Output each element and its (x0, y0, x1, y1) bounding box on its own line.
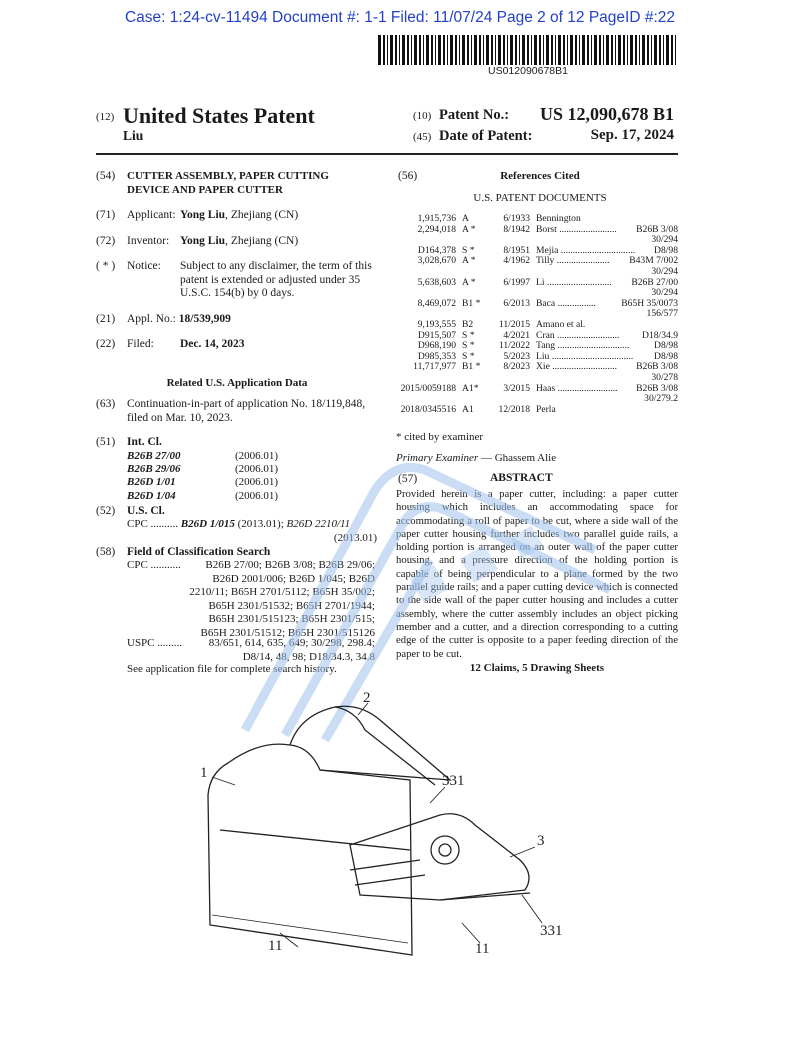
applicant-value (180, 209, 298, 223)
barcode-bar (594, 35, 597, 65)
continuation-line: filed on Mar. 10, 2023. (127, 411, 233, 424)
abstract-text: Provided herein is a paper cutter, including: a paper cutter housing which includes an accommodating space for accommodating a roll of paper to be cut, where a side wall of the paper cutter housing further includes two parallel guide rails, a holding portion is arranged on an outer wall of the paper cutter housing, and a pressure direction of the holding portion is capable of being perpendicular to a plane formed by the two parallel guide rails; and a paper cutting device which is connected to the side wall of the paper cutter housing and includes a cutter assembly, where the cutter assembly includes an object picking member and a cutter, and a direction corresponding to a cutting edge of the cutter is opposite to a paper feeding direction of the paper to be cut. (396, 488, 678, 660)
barcode-bar (546, 35, 549, 65)
reference-class-secondary: 30/279.2 (644, 393, 678, 405)
reference-row (396, 256, 678, 267)
patent-number-label: Patent No.: (439, 107, 510, 123)
field-search-uspc-line: 83/651, 614, 635, 649; 30/298, 298.4; (208, 637, 375, 649)
top-cap-outline (290, 706, 450, 780)
reference-class-secondary: 30/294 (651, 234, 678, 246)
reference-name: Haas ......................... (536, 382, 618, 394)
reference-date: 8/1942 (503, 223, 530, 235)
barcode-bar (647, 35, 649, 65)
housing-shade-line (212, 915, 408, 943)
barcode-bar (431, 35, 433, 65)
intcl-year: (2006.01) (235, 476, 279, 489)
title-code: (54) (96, 170, 116, 182)
leader-line-1 (212, 777, 235, 785)
barcode-bar (402, 35, 405, 65)
barcode-bar (443, 35, 445, 65)
reference-date: 5/2023 (503, 350, 530, 362)
notice-line: patent is extended or adjusted under 35 (180, 273, 361, 286)
barcode-bar (623, 35, 625, 65)
filed-code: (22) (96, 338, 116, 350)
cutter-arm-outline (350, 814, 529, 900)
intcl-year: (2006.01) (235, 450, 279, 462)
filed-date: Dec. 14, 2023 (180, 338, 245, 350)
related-heading: Related U.S. Application Data (166, 377, 308, 389)
intcl-row (127, 450, 278, 463)
reference-class: B65H 35/0073 (621, 297, 678, 309)
reference-number: 3,028,670 (417, 255, 456, 267)
refs-code: (56) (398, 170, 418, 182)
leader-line-11a (280, 933, 298, 947)
inventor-location: , Zhejiang (CN) (225, 235, 299, 247)
barcode-bar (579, 35, 580, 65)
barcode-bar (587, 35, 589, 65)
reference-number: 5,638,603 (417, 276, 456, 288)
reference-class: D8/98 (654, 340, 678, 352)
examiner-label: Primary Examiner (396, 452, 479, 464)
reference-date: 8/2023 (503, 361, 530, 373)
applicant-name: Yong Liu (180, 209, 226, 221)
barcode-bar (450, 35, 453, 65)
reference-number: D985,353 (417, 350, 456, 362)
barcode-bar (395, 35, 397, 65)
reference-kind: A (462, 213, 469, 224)
reference-date: 6/2013 (503, 297, 530, 309)
patent-type-title: United States Patent (123, 103, 315, 128)
reference-number: 8,469,072 (417, 297, 456, 309)
reference-class: B26B 3/08 (636, 223, 678, 235)
barcode-bar (407, 35, 409, 65)
barcode-bar (615, 35, 616, 65)
field-search-code: (58) (96, 546, 116, 558)
cutter-guide-rail (355, 875, 425, 885)
reference-date: 4/1962 (503, 255, 530, 267)
barcode-bar (630, 35, 633, 65)
leader-line-11b (462, 923, 480, 943)
appl-number: 18/539,909 (178, 313, 231, 325)
barcode-bar (591, 35, 592, 65)
barcode-bar (459, 35, 460, 65)
field-search-label: Field of Classification Search (127, 546, 271, 558)
references-list (396, 214, 678, 415)
invention-title-line: CUTTER ASSEMBLY, PAPER CUTTING (127, 170, 329, 182)
drawing-label-331-bottom: 331 (540, 923, 563, 939)
appl-code: (21) (96, 313, 116, 325)
barcode-bar (654, 35, 657, 65)
drawing-label-11-left: 11 (268, 938, 283, 954)
barcode-number: US012090678B1 (488, 65, 568, 77)
drawing-label-331-top: 331 (442, 773, 465, 789)
cutter-hub-inner (439, 844, 451, 856)
reference-class: D8/98 (654, 244, 678, 256)
field-search-cpc (185, 559, 375, 641)
reference-number: D915,507 (417, 329, 456, 341)
code-12: (12) (96, 111, 115, 123)
reference-date: 6/1933 (503, 213, 530, 224)
uscl-cpc-second: B26D 2210/11 (286, 518, 351, 530)
reference-number: 1,915,736 (417, 213, 456, 224)
refs-heading: References Cited (500, 170, 580, 182)
barcode-bar (651, 35, 652, 65)
reference-number: 9,193,555 (417, 318, 456, 330)
barcode-bar (515, 35, 517, 65)
applicant-code: (71) (96, 209, 116, 221)
barcode-bar (414, 35, 417, 65)
notice-line: U.S.C. 154(b) by 0 days. (180, 287, 295, 300)
reference-number: 11,717,977 (413, 361, 456, 373)
barcode-bar (611, 35, 613, 65)
intcl-row (127, 490, 278, 503)
intcl-year: (2006.01) (235, 489, 279, 502)
field-search-cpc-label: CPC ........... (127, 559, 181, 571)
barcode-bar (551, 35, 553, 65)
reference-name: Tang .............................. (536, 340, 630, 352)
field-search-cpc-line: B65H 2301/51532; B65H 2701/1944; (208, 599, 375, 612)
reference-class: D8/98 (654, 350, 678, 362)
reference-kind: S * (462, 244, 475, 256)
continuation-text (127, 398, 365, 425)
barcode-bar (522, 35, 525, 65)
barcode-bar (495, 35, 496, 65)
drawing-label-11-right: 11 (475, 941, 490, 957)
barcode-bar (539, 35, 541, 65)
field-search-cpc-line: B65H 2301/515123; B65H 2301/515; (208, 613, 375, 626)
barcode-bar (411, 35, 412, 65)
drawing-label-1: 1 (200, 765, 208, 781)
cutter-arm-edge (440, 893, 530, 900)
reference-date: 8/1951 (503, 244, 530, 256)
inventor-label: Inventor: (127, 235, 170, 247)
intcl-label: Int. Cl. (127, 436, 162, 448)
reference-kind: B1 * (462, 361, 481, 373)
reference-row (396, 278, 678, 289)
barcode-bar (387, 35, 388, 65)
reference-kind: A * (462, 276, 476, 288)
continuation-code: (63) (96, 398, 116, 410)
see-application-note: See application file for complete search history. (127, 663, 337, 675)
intcl-class: B26D 1/04 (127, 489, 176, 502)
drawing-label-3: 3 (537, 833, 545, 849)
reference-date: 6/1997 (503, 276, 530, 288)
barcode-bar (663, 35, 664, 65)
barcode-bar (635, 35, 637, 65)
barcode-bar (419, 35, 421, 65)
code-45: (45) (413, 131, 432, 143)
barcode-bar (527, 35, 529, 65)
barcode-bar (582, 35, 585, 65)
reference-number: 2015/0059188 (400, 382, 456, 394)
intcl-row (127, 476, 278, 489)
barcode-bar (659, 35, 661, 65)
intcl-class: B26B 27/00 (127, 450, 181, 462)
reference-class-secondary: 30/278 (651, 371, 678, 383)
reference-number: 2018/0345516 (400, 403, 456, 415)
reference-kind: S * (462, 329, 475, 341)
uscl-cpc-main-year: (2013.01); (234, 518, 284, 530)
reference-name: Tilly ...................... (536, 255, 610, 267)
intcl-code: (51) (96, 436, 116, 448)
uscl-cpc-second-year: (2013.01) (333, 531, 377, 544)
reference-kind: B1 * (462, 297, 481, 309)
barcode-bar (390, 35, 393, 65)
barcode-bar (474, 35, 477, 65)
barcode-bar (423, 35, 424, 65)
reference-date: 12/2018 (498, 403, 530, 415)
barcode-bar (483, 35, 484, 65)
housing-outline (208, 744, 412, 955)
barcode-bar (467, 35, 469, 65)
barcode-bar (510, 35, 513, 65)
reference-date: 11/2022 (498, 340, 530, 352)
barcode-bar (603, 35, 604, 65)
barcode-bar (639, 35, 640, 65)
appl-line (127, 313, 231, 327)
reference-class: D18/34.9 (642, 329, 678, 341)
inventor-value (180, 235, 298, 249)
intcl-list (127, 450, 278, 503)
uscl-label: U.S. Cl. (127, 505, 165, 517)
uscl-cpc (127, 518, 377, 545)
patent-date-label: Date of Patent: (439, 128, 533, 144)
patent-number: US 12,090,678 B1 (539, 104, 674, 124)
reference-row (396, 384, 678, 395)
barcode-bar (567, 35, 568, 65)
barcode-bar (399, 35, 400, 65)
barcode-bar (543, 35, 544, 65)
barcode-bar (378, 35, 381, 65)
leader-line-331a (430, 787, 445, 803)
reference-row (396, 225, 678, 236)
barcode-bar (519, 35, 520, 65)
uscl-cpc-main: B26D 1/015 (180, 518, 235, 530)
barcode-bar (471, 35, 472, 65)
barcode (378, 35, 678, 65)
code-10: (10) (413, 110, 432, 122)
field-search-cpc-line: B65H 2301/51512; B65H 2301/515126 (200, 626, 375, 639)
reference-row (396, 320, 678, 331)
reference-date: 3/2015 (503, 382, 530, 394)
leader-line-3 (510, 847, 535, 857)
barcode-bar (426, 35, 429, 65)
reference-number: D164,378 (417, 244, 456, 256)
patent-drawing (150, 685, 600, 1015)
abstract-heading: ABSTRACT (490, 472, 553, 484)
barcode-bar (534, 35, 537, 65)
us-docs-heading: U.S. PATENT DOCUMENTS (473, 192, 607, 204)
barcode-bar (491, 35, 493, 65)
continuation-line: Continuation-in-part of application No. 18/119,848, (127, 398, 366, 410)
barcode-bar (666, 35, 669, 65)
field-search-uspc-line: D8/14, 48, 98; D18/34.3, 34.8 (242, 650, 375, 663)
appl-label: Appl. No.: (127, 313, 176, 325)
reference-name: Mejia ............................... (536, 244, 636, 256)
reference-kind: S * (462, 340, 475, 352)
reference-name: Borst ........................ (536, 223, 617, 235)
reference-name: Cran .......................... (536, 329, 620, 341)
claims-summary: 12 Claims, 5 Drawing Sheets (469, 662, 605, 674)
intcl-class: B26D 1/01 (127, 476, 176, 489)
barcode-bar (555, 35, 556, 65)
barcode-bar (438, 35, 441, 65)
leader-line-331b (522, 895, 542, 923)
reference-name: Xie ........................... (536, 361, 618, 373)
reference-name: Liu .................................. (536, 350, 634, 362)
uscl-code: (52) (96, 505, 116, 517)
reference-kind: A1 (462, 403, 474, 415)
notice-code: ( * ) (96, 260, 116, 272)
reference-class: B26B 3/08 (636, 382, 678, 394)
applicant-label: Applicant: (127, 209, 176, 221)
header-divider (96, 153, 678, 155)
barcode-bar (558, 35, 561, 65)
barcode-bar (599, 35, 601, 65)
reference-class: B43M 7/002 (629, 255, 678, 267)
reference-class-secondary: 30/294 (651, 265, 678, 277)
barcode-bar (462, 35, 465, 65)
intcl-class: B26B 29/06 (127, 463, 181, 476)
reference-kind: B2 (462, 318, 474, 330)
reference-row (396, 362, 678, 373)
notice-text (180, 260, 380, 301)
reference-row (396, 299, 678, 310)
reference-date: 11/2015 (498, 318, 530, 330)
cutter-guide-rail (350, 860, 420, 870)
field-search-cpc-line: 2210/11; B65H 2701/5112; B65H 35/002; (189, 586, 375, 599)
uscl-cpc-label: CPC .......... (127, 518, 179, 530)
drawing-label-2: 2 (363, 690, 371, 706)
field-search-cpc-line: B26B 27/00; B26B 3/08; B26B 29/06; (205, 559, 375, 571)
reference-number: D968,190 (417, 340, 456, 352)
reference-class-secondary: 156/577 (646, 308, 678, 320)
reference-row (396, 405, 678, 416)
reference-number: 2,294,018 (417, 223, 456, 235)
barcode-bar (435, 35, 436, 65)
invention-title-line: DEVICE AND PAPER CUTTER (127, 183, 283, 196)
barcode-bar (675, 35, 676, 65)
applicant-location: , Zhejiang (CN) (225, 209, 299, 221)
abstract-code: (57) (398, 473, 418, 485)
notice-label: Notice: (127, 260, 161, 272)
barcode-bar (486, 35, 489, 65)
reference-name: Baca ................ (536, 297, 596, 309)
cited-by-examiner: * cited by examiner (396, 431, 484, 443)
reference-kind: A * (462, 255, 476, 267)
barcode-bar (627, 35, 628, 65)
reference-name: Amano et al. (536, 318, 586, 330)
field-search-uspc-label: USPC ......... (127, 637, 183, 649)
barcode-bar (479, 35, 481, 65)
barcode-bar (455, 35, 457, 65)
notice-line: Subject to any disclaimer, the term of this (180, 260, 372, 272)
reference-class-secondary: 30/294 (651, 287, 678, 299)
reference-row (396, 214, 678, 225)
reference-kind: A1* (462, 382, 479, 394)
reference-class: B26B 3/08 (636, 361, 678, 373)
intcl-year: (2006.01) (235, 463, 279, 476)
field-search-cpc-line: B26D 2001/006; B26D 1/045; B26D (212, 572, 375, 585)
patent-date: Sep. 17, 2024 (590, 127, 674, 143)
barcode-bar (498, 35, 501, 65)
barcode-bar (606, 35, 609, 65)
barcode-bar (570, 35, 573, 65)
intcl-row (127, 463, 278, 476)
barcode-bar (642, 35, 645, 65)
barcode-bar (383, 35, 385, 65)
reference-name: Perla (536, 403, 556, 415)
reference-date: 4/2021 (503, 329, 530, 341)
invention-title (127, 170, 329, 197)
reference-class: B26B 27/00 (631, 276, 678, 288)
case-header: Case: 1:24-cv-11494 Document #: 1-1 Filed: 11/07/24 Page 2 of 12 PageID #:22 (124, 9, 676, 26)
reference-kind: S * (462, 350, 475, 362)
inventor-name: Yong Liu (180, 235, 226, 247)
field-search-uspc (185, 637, 375, 664)
barcode-bar (618, 35, 621, 65)
housing-front-line (220, 830, 410, 850)
inventor-code: (72) (96, 235, 116, 247)
reference-name: Bennington (536, 213, 581, 224)
primary-examiner (396, 452, 556, 466)
barcode-bar (447, 35, 448, 65)
barcode-bar (575, 35, 577, 65)
cutter-hub (431, 836, 459, 864)
reference-kind: A * (462, 223, 476, 235)
inventor-short-name: Liu (123, 128, 144, 143)
barcode-bar (503, 35, 505, 65)
examiner-name: — Ghassem Alie (478, 452, 557, 464)
reference-name: Li ........................... (536, 276, 612, 288)
barcode-bar (563, 35, 565, 65)
filed-label: Filed: (127, 338, 154, 350)
barcode-bar (671, 35, 673, 65)
barcode-bar (507, 35, 508, 65)
barcode-bar (531, 35, 532, 65)
